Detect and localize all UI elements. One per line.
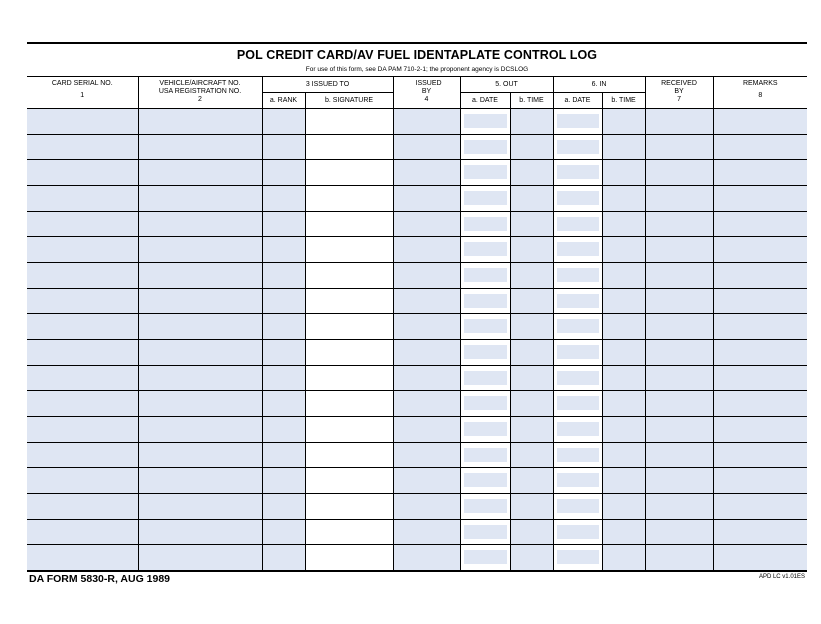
in-date-cell[interactable]: [553, 211, 602, 237]
out-date-input[interactable]: [464, 473, 507, 487]
remarks-cell[interactable]: [713, 134, 807, 160]
issued-by-cell[interactable]: [393, 211, 460, 237]
card-serial-cell[interactable]: [27, 134, 138, 160]
header-remarks-num: 8: [758, 92, 763, 99]
in-date-cell[interactable]: [553, 519, 602, 545]
rank-cell[interactable]: [262, 211, 305, 237]
rank-cell[interactable]: [262, 468, 305, 494]
vehicle-cell[interactable]: [138, 545, 262, 571]
out-time-cell[interactable]: [510, 519, 553, 545]
table-row: [27, 185, 807, 211]
in-date-cell[interactable]: [553, 185, 602, 211]
card-serial-cell[interactable]: [27, 262, 138, 288]
out-date-input[interactable]: [464, 422, 507, 436]
vehicle-cell[interactable]: [138, 442, 262, 468]
rank-cell[interactable]: [262, 391, 305, 417]
out-date-cell[interactable]: [460, 519, 510, 545]
in-date-input[interactable]: [557, 473, 599, 487]
remarks-cell[interactable]: [713, 365, 807, 391]
issued-by-cell[interactable]: [393, 339, 460, 365]
header-issued-by-label: ISSUED BY: [415, 80, 442, 95]
out-date-cell[interactable]: [460, 442, 510, 468]
issued-by-cell[interactable]: [393, 493, 460, 519]
in-date-cell[interactable]: [553, 262, 602, 288]
out-time-cell[interactable]: [510, 339, 553, 365]
in-date-cell[interactable]: [553, 314, 602, 340]
signature-cell[interactable]: [305, 109, 393, 135]
signature-cell[interactable]: [305, 365, 393, 391]
vehicle-cell[interactable]: [138, 288, 262, 314]
in-date-input[interactable]: [557, 140, 599, 154]
signature-cell[interactable]: [305, 339, 393, 365]
vehicle-cell[interactable]: [138, 314, 262, 340]
card-serial-cell[interactable]: [27, 468, 138, 494]
form-title: POL CREDIT CARD/AV FUEL IDENTAPLATE CONTROL LOG: [236, 48, 598, 62]
out-time-cell[interactable]: [510, 416, 553, 442]
in-time-cell[interactable]: [602, 468, 645, 494]
received-by-cell[interactable]: [645, 109, 713, 135]
out-date-input[interactable]: [464, 268, 507, 282]
out-date-input[interactable]: [464, 396, 507, 410]
rank-cell[interactable]: [262, 314, 305, 340]
card-serial-cell[interactable]: [27, 185, 138, 211]
card-serial-cell[interactable]: [27, 416, 138, 442]
in-time-cell[interactable]: [602, 416, 645, 442]
in-time-cell[interactable]: [602, 545, 645, 571]
header-rank: a. RANK: [262, 93, 305, 109]
issued-by-cell[interactable]: [393, 468, 460, 494]
received-by-cell[interactable]: [645, 442, 713, 468]
in-date-input[interactable]: [557, 448, 599, 462]
table-row: [27, 160, 807, 186]
out-date-input[interactable]: [464, 140, 507, 154]
header-vehicle: [138, 77, 262, 109]
remarks-cell[interactable]: [713, 185, 807, 211]
out-date-cell[interactable]: [460, 109, 510, 135]
out-date-input[interactable]: [464, 114, 507, 128]
header-card-serial: [27, 77, 138, 109]
in-date-input[interactable]: [557, 191, 599, 205]
table-row: [27, 109, 807, 135]
header-vehicle-num: 2: [198, 96, 202, 103]
in-time-cell[interactable]: [602, 237, 645, 263]
remarks-cell[interactable]: [713, 339, 807, 365]
remarks-cell[interactable]: [713, 468, 807, 494]
card-serial-cell[interactable]: [27, 339, 138, 365]
header-received-by-label: RECEIVED BY: [661, 80, 697, 95]
received-by-cell[interactable]: [645, 185, 713, 211]
vehicle-cell[interactable]: [138, 391, 262, 417]
in-date-cell[interactable]: [553, 391, 602, 417]
received-by-cell[interactable]: [645, 468, 713, 494]
rank-cell[interactable]: [262, 442, 305, 468]
out-date-cell[interactable]: [460, 262, 510, 288]
issued-by-cell[interactable]: [393, 109, 460, 135]
received-by-cell[interactable]: [645, 288, 713, 314]
out-time-cell[interactable]: [510, 493, 553, 519]
out-date-input[interactable]: [464, 448, 507, 462]
rank-cell[interactable]: [262, 262, 305, 288]
in-date-cell[interactable]: [553, 365, 602, 391]
out-date-input[interactable]: [464, 294, 507, 308]
in-time-cell[interactable]: [602, 391, 645, 417]
header-in-date: a. DATE: [553, 93, 602, 109]
vehicle-cell[interactable]: [138, 262, 262, 288]
header-in: 6. IN: [553, 77, 645, 93]
in-time-cell[interactable]: [602, 185, 645, 211]
in-date-input[interactable]: [557, 371, 599, 385]
out-date-input[interactable]: [464, 499, 507, 513]
in-time-cell[interactable]: [602, 288, 645, 314]
out-time-cell[interactable]: [510, 391, 553, 417]
rank-cell[interactable]: [262, 109, 305, 135]
out-date-cell[interactable]: [460, 493, 510, 519]
signature-cell[interactable]: [305, 493, 393, 519]
issued-by-cell[interactable]: [393, 160, 460, 186]
signature-cell[interactable]: [305, 416, 393, 442]
in-date-input[interactable]: [557, 114, 599, 128]
out-date-input[interactable]: [464, 550, 507, 564]
received-by-cell[interactable]: [645, 314, 713, 340]
received-by-cell[interactable]: [645, 262, 713, 288]
form-version: APD LC v1.01ES: [758, 574, 805, 580]
in-date-cell[interactable]: [553, 416, 602, 442]
out-time-cell[interactable]: [510, 134, 553, 160]
header-card-serial-num: 1: [80, 92, 85, 99]
remarks-cell[interactable]: [713, 391, 807, 417]
in-date-input[interactable]: [557, 525, 599, 539]
issued-by-cell[interactable]: [393, 545, 460, 571]
signature-cell[interactable]: [305, 211, 393, 237]
in-date-cell[interactable]: [553, 442, 602, 468]
card-serial-cell[interactable]: [27, 288, 138, 314]
in-date-input[interactable]: [557, 242, 599, 256]
vehicle-cell[interactable]: [138, 468, 262, 494]
table-row: [27, 314, 807, 340]
out-date-input[interactable]: [464, 165, 507, 179]
header-out-time: b. TIME: [510, 93, 553, 109]
received-by-cell[interactable]: [645, 365, 713, 391]
in-date-input[interactable]: [557, 396, 599, 410]
in-time-cell[interactable]: [602, 314, 645, 340]
table-row: [27, 237, 807, 263]
signature-cell[interactable]: [305, 185, 393, 211]
issued-by-cell[interactable]: [393, 365, 460, 391]
in-time-cell[interactable]: [602, 493, 645, 519]
in-date-input[interactable]: [557, 165, 599, 179]
out-date-input[interactable]: [464, 217, 507, 231]
rank-cell[interactable]: [262, 365, 305, 391]
in-time-cell[interactable]: [602, 109, 645, 135]
in-time-cell[interactable]: [602, 211, 645, 237]
signature-cell[interactable]: [305, 468, 393, 494]
table-row: [27, 519, 807, 545]
out-date-input[interactable]: [464, 525, 507, 539]
issued-by-cell[interactable]: [393, 391, 460, 417]
vehicle-cell[interactable]: [138, 109, 262, 135]
out-date-cell[interactable]: [460, 237, 510, 263]
issued-by-cell[interactable]: [393, 237, 460, 263]
log-body: [27, 109, 807, 572]
remarks-cell[interactable]: [713, 211, 807, 237]
remarks-cell[interactable]: [713, 160, 807, 186]
rank-cell[interactable]: [262, 185, 305, 211]
out-date-input[interactable]: [464, 345, 507, 359]
out-date-cell[interactable]: [460, 211, 510, 237]
out-date-cell[interactable]: [460, 288, 510, 314]
table-row: [27, 262, 807, 288]
rank-cell[interactable]: [262, 134, 305, 160]
header-card-serial-label: CARD SERIAL NO.: [51, 80, 113, 87]
received-by-cell[interactable]: [645, 391, 713, 417]
header-received-by-num: 7: [677, 96, 681, 103]
vehicle-cell[interactable]: [138, 365, 262, 391]
remarks-cell[interactable]: [713, 109, 807, 135]
in-time-cell[interactable]: [602, 339, 645, 365]
signature-cell[interactable]: [305, 160, 393, 186]
out-time-cell[interactable]: [510, 160, 553, 186]
out-date-cell[interactable]: [460, 134, 510, 160]
out-date-cell[interactable]: [460, 365, 510, 391]
remarks-cell[interactable]: [713, 442, 807, 468]
table-row: [27, 545, 807, 571]
in-date-input[interactable]: [557, 268, 599, 282]
received-by-cell[interactable]: [645, 416, 713, 442]
vehicle-cell[interactable]: [138, 185, 262, 211]
signature-cell[interactable]: [305, 262, 393, 288]
out-time-cell[interactable]: [510, 237, 553, 263]
received-by-cell[interactable]: [645, 519, 713, 545]
vehicle-cell[interactable]: [138, 416, 262, 442]
table-row: [27, 339, 807, 365]
header-remarks-label: REMARKS: [742, 80, 778, 87]
signature-cell[interactable]: [305, 545, 393, 571]
control-log-table: [27, 76, 807, 572]
header-in-time: b. TIME: [602, 93, 645, 109]
in-date-cell[interactable]: [553, 134, 602, 160]
out-time-cell[interactable]: [510, 365, 553, 391]
issued-by-cell[interactable]: [393, 185, 460, 211]
remarks-cell[interactable]: [713, 262, 807, 288]
received-by-cell[interactable]: [645, 134, 713, 160]
in-date-cell[interactable]: [553, 160, 602, 186]
out-date-input[interactable]: [464, 371, 507, 385]
rank-cell[interactable]: [262, 288, 305, 314]
remarks-cell[interactable]: [713, 493, 807, 519]
card-serial-cell[interactable]: [27, 109, 138, 135]
card-serial-cell[interactable]: [27, 442, 138, 468]
signature-cell[interactable]: [305, 314, 393, 340]
remarks-cell[interactable]: [713, 545, 807, 571]
header-issued-to: 3 ISSUED TO: [262, 77, 393, 93]
vehicle-cell[interactable]: [138, 519, 262, 545]
rank-cell[interactable]: [262, 160, 305, 186]
vehicle-cell[interactable]: [138, 237, 262, 263]
remarks-cell[interactable]: [713, 288, 807, 314]
in-date-input[interactable]: [557, 319, 599, 333]
card-serial-cell[interactable]: [27, 314, 138, 340]
out-time-cell[interactable]: [510, 468, 553, 494]
header-issued-by: [393, 77, 460, 109]
out-time-cell[interactable]: [510, 314, 553, 340]
signature-cell[interactable]: [305, 288, 393, 314]
signature-cell[interactable]: [305, 442, 393, 468]
card-serial-cell[interactable]: [27, 391, 138, 417]
out-time-cell[interactable]: [510, 109, 553, 135]
out-time-cell[interactable]: [510, 262, 553, 288]
received-by-cell[interactable]: [645, 545, 713, 571]
header-remarks: [713, 77, 807, 109]
top-rule: [27, 42, 807, 44]
card-serial-cell[interactable]: [27, 519, 138, 545]
in-time-cell[interactable]: [602, 519, 645, 545]
in-date-cell[interactable]: [553, 468, 602, 494]
card-serial-cell[interactable]: [27, 493, 138, 519]
out-date-cell[interactable]: [460, 416, 510, 442]
out-date-cell[interactable]: [460, 185, 510, 211]
table-row: [27, 288, 807, 314]
received-by-cell[interactable]: [645, 339, 713, 365]
out-date-cell[interactable]: [460, 391, 510, 417]
out-date-cell[interactable]: [460, 545, 510, 571]
header-vehicle-label: VEHICLE/AIRCRAFT NO. USA REGISTRATION NO.: [158, 80, 242, 95]
received-by-cell[interactable]: [645, 237, 713, 263]
header-signature: b. SIGNATURE: [305, 93, 393, 109]
in-date-input[interactable]: [557, 217, 599, 231]
in-date-cell[interactable]: [553, 545, 602, 571]
in-date-input[interactable]: [557, 550, 599, 564]
issued-by-cell[interactable]: [393, 442, 460, 468]
in-date-input[interactable]: [557, 345, 599, 359]
rank-cell[interactable]: [262, 237, 305, 263]
signature-cell[interactable]: [305, 519, 393, 545]
card-serial-cell[interactable]: [27, 211, 138, 237]
vehicle-cell[interactable]: [138, 339, 262, 365]
out-time-cell[interactable]: [510, 288, 553, 314]
card-serial-cell[interactable]: [27, 545, 138, 571]
header-out-date: a. DATE: [460, 93, 510, 109]
remarks-cell[interactable]: [713, 519, 807, 545]
in-time-cell[interactable]: [602, 365, 645, 391]
rank-cell[interactable]: [262, 339, 305, 365]
issued-by-cell[interactable]: [393, 288, 460, 314]
in-time-cell[interactable]: [602, 262, 645, 288]
out-time-cell[interactable]: [510, 185, 553, 211]
in-date-input[interactable]: [557, 499, 599, 513]
received-by-cell[interactable]: [645, 493, 713, 519]
signature-cell[interactable]: [305, 134, 393, 160]
rank-cell[interactable]: [262, 545, 305, 571]
vehicle-cell[interactable]: [138, 134, 262, 160]
in-date-cell[interactable]: [553, 493, 602, 519]
issued-by-cell[interactable]: [393, 314, 460, 340]
in-time-cell[interactable]: [602, 134, 645, 160]
remarks-cell[interactable]: [713, 314, 807, 340]
table-row: [27, 468, 807, 494]
issued-by-cell[interactable]: [393, 416, 460, 442]
table-row: [27, 416, 807, 442]
remarks-cell[interactable]: [713, 237, 807, 263]
out-date-input[interactable]: [464, 242, 507, 256]
in-date-cell[interactable]: [553, 339, 602, 365]
in-date-input[interactable]: [557, 294, 599, 308]
in-date-input[interactable]: [557, 422, 599, 436]
rank-cell[interactable]: [262, 416, 305, 442]
out-date-cell[interactable]: [460, 339, 510, 365]
out-date-cell[interactable]: [460, 314, 510, 340]
in-time-cell[interactable]: [602, 442, 645, 468]
issued-by-cell[interactable]: [393, 262, 460, 288]
out-date-cell[interactable]: [460, 160, 510, 186]
header-out: 5. OUT: [460, 77, 553, 93]
out-time-cell[interactable]: [510, 211, 553, 237]
signature-cell[interactable]: [305, 391, 393, 417]
remarks-cell[interactable]: [713, 416, 807, 442]
in-time-cell[interactable]: [602, 160, 645, 186]
out-date-cell[interactable]: [460, 468, 510, 494]
out-time-cell[interactable]: [510, 545, 553, 571]
card-serial-cell[interactable]: [27, 237, 138, 263]
header-received-by: [645, 77, 713, 109]
card-serial-cell[interactable]: [27, 160, 138, 186]
received-by-cell[interactable]: [645, 160, 713, 186]
rank-cell[interactable]: [262, 493, 305, 519]
issued-by-cell[interactable]: [393, 519, 460, 545]
vehicle-cell[interactable]: [138, 493, 262, 519]
rank-cell[interactable]: [262, 519, 305, 545]
out-time-cell[interactable]: [510, 442, 553, 468]
form-number: DA FORM 5830-R, AUG 1989: [29, 573, 171, 585]
out-date-input[interactable]: [464, 319, 507, 333]
header-issued-by-num: 4: [424, 96, 429, 103]
received-by-cell[interactable]: [645, 211, 713, 237]
issued-by-cell[interactable]: [393, 134, 460, 160]
signature-cell[interactable]: [305, 237, 393, 263]
vehicle-cell[interactable]: [138, 211, 262, 237]
vehicle-cell[interactable]: [138, 160, 262, 186]
table-row: [27, 365, 807, 391]
form-subtitle: For use of this form, see DA PAM 710-2-1; the proponent agency is DCSLOG: [305, 66, 529, 73]
in-date-cell[interactable]: [553, 288, 602, 314]
table-row: [27, 211, 807, 237]
table-row: [27, 442, 807, 468]
in-date-cell[interactable]: [553, 109, 602, 135]
table-row: [27, 391, 807, 417]
card-serial-cell[interactable]: [27, 365, 138, 391]
table-row: [27, 493, 807, 519]
out-date-input[interactable]: [464, 191, 507, 205]
table-row: [27, 134, 807, 160]
in-date-cell[interactable]: [553, 237, 602, 263]
